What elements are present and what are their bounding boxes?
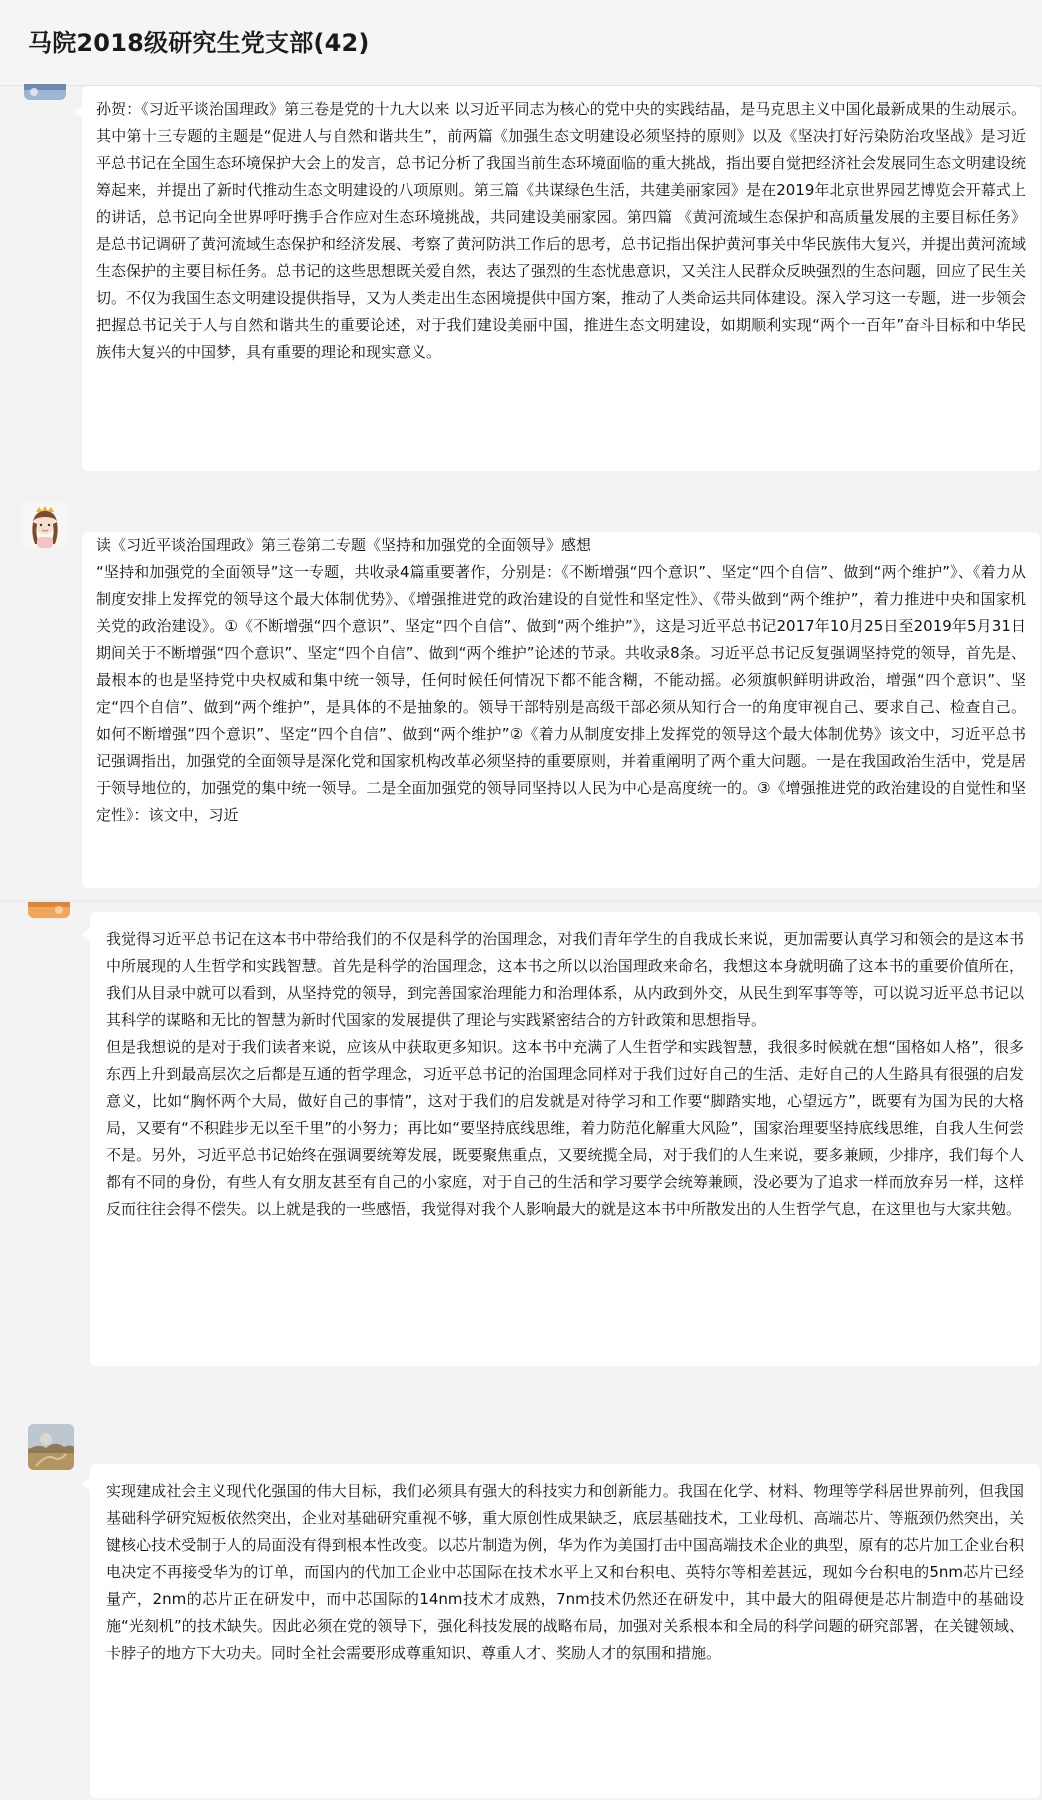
girl-avatar-icon[interactable] — [22, 502, 68, 548]
user-avatar-icon[interactable] — [24, 84, 66, 100]
message-text: 孙贺：《习近平谈治国理政》第三卷是党的十九大以来 以习近平同志为核心的党中央的实践结晶，是马克思主义中国化最新成果的生动展示。其中第十三专题的主题是“促进人与自然和谐共生”，前两篇《加强生态文明建设必须坚持的原则》以及《坚决打好污染防治攻坚战》是习近平总书记在全国生态环境保护大会上的发言，总书记分析了我国当前生态环境面临的重大挑战，指出要自觉把经济社会发展同生态文明建设统筹起来，并提出了新时代推动生态文明建设的八项原则。第三篇《共谋绿色生活，共建美丽家园》是在2019年北京世界园艺博览会开幕式上的讲话，总书记向全世界呼吁携手合作应对生态环境挑战，共同建设美丽家园。第四篇 《黄河流域生态保护和高质量发展的主要目标任务》是总书记调研了黄河流域生态保护和经济发展、考察了黄河防洪工作后的思考，总书记指出保护黄河事关中华民族伟大复兴，并提出黄河流域生态保护的主要目标任务。总书记的这些思想既关爱自然，表达了强烈的生态忧患意识，又关注人民群众反映强烈的生态问题，回应了民生关切。不仅为我国生态文明建设提供指导，又为人类走出生态困境提供中国方案，推动了人类命运共同体建设。深入学习这一专题，进一步领会把握总书记关于人与自然和谐共生的重要论述，对于我们建设美丽中国，推进生态文明建设，如期顺利实现“两个一百年”奋斗目标和中华民族伟大复兴的中国梦，具有重要的理论和现实意义。 — [96, 100, 1027, 361]
message-bubble[interactable] — [90, 912, 1040, 1366]
message-text: 我觉得习近平总书记在这本书中带给我们的不仅是科学的治国理念，对我们青年学生的自我成长来说，更加需要认真学习和领会的是这本书中所展现的人生哲学和实践智慧。首先是科学的治国理念，这本书之所以以治国理政来命名，我想这本身就明确了这本书的重要价值所在，我们从目录中就可以看到，从坚持党的领导，到完善国家治理能力和治理体系，从内政到外交，从民生到军事等等，可以说习近平总书记以其科学的谋略和无比的智慧为新时代国家的发展提供了理论与实践紧密结合的方针政策和思想指导。 但是我想说的是对于我们读者来说，应该从中获取更多知识。这本书中充满了人生哲学和实践智慧，我很多时候就在想“国格如人格”，很多东西上升到最高层次之后都是互通的哲学理念，习近平总书记的治国理念同样对于我们过好自己的生活、走好自己的人生路具有很强的启发意义，比如“胸怀两个大局，做好自己的事情”，这对于我们的启发就是对待学习和工作要“脚踏实地，心望远方”，既要有为国为民的大格局，又要有“不积跬步无以至千里”的小努力；再比如“要坚持底线思维，着力防范化解重大风险”，国家治理要坚持底线思维，自我人生何尝不是。另外，习近平总书记始终在强调要统筹发展，既要聚焦重点，又要统揽全局，对于我们的人生来说，要多兼顾，少排序，我们每个人都有不同的身份，有些人有女朋友甚至有自己的小家庭，对于自己的生活和学习要学会统筹兼顾，没必要为了追求一样而放弃另一样，这样反而往往会得不偿失。以上就是我的一些感悟，我觉得对我个人影响最大的就是这本书中所散发出的人生哲学气息，在这里也与大家共勉。 — [106, 930, 1024, 1218]
message-item — [0, 1424, 1042, 1790]
landscape-avatar-icon[interactable] — [28, 1424, 74, 1470]
chat-title: 马院2018级研究生党支部(42) — [28, 29, 370, 57]
message-item — [0, 86, 1042, 478]
orange-avatar-icon[interactable] — [28, 902, 70, 918]
message-text: 读《习近平谈治国理政》第三卷第二专题《坚持和加强党的全面领导》感想 “坚持和加强党的全面领导”这一专题，共收录4篇重要著作，分别是：《不断增强“四个意识”、坚定“四个自信”、做到“两个维护”》、《着力从制度安排上发挥党的领导这个最大体制优势》、《增强推进党的政治建设的自觉性和坚定性》、《带头做到“两个维护”，着力推进中央和国家机关党的政治建设》。①《不断增强“四个意识”、坚定“四个自信”、做到“两个维护”》，这是习近平总书记2017年10月25日至2019年5月31日期间关于不断增强“四个意识”、坚定“四个自信”、做到“两个维护”论述的节录。共收录8条。习近平总书记反复强调坚持党的领导，首先是、最根本的也是坚持党中央权威和集中统一领导，任何时候任何情况下都不能含糊，不能动摇。必须旗帜鲜明讲政治，增强“四个意识”、坚定“四个自信”、做到“两个维护”，是具体的不是抽象的。领导干部特别是高级干部必须从知行合一的角度审视自己、要求自己、检查自己。如何不断增强“四个意识”、坚定“四个自信”、做到“两个维护”②《着力从制度安排上发挥党的领导这个最大体制优势》该文中，习近平总书记强调指出，加强党的全面领导是深化党和国家机构改革必须坚持的重要原则，并着重阐明了两个重大问题。一是在我国政治生活中，党是居于领导地位的，加强党的集中统一领导。二是全面加强党的领导同坚持以人民为中心是高度统一的。③《增强推进党的政治建设的自觉性和坚定性》：该文中，习近 — [96, 536, 1027, 824]
message-bubble[interactable] — [90, 1464, 1040, 1798]
message-bubble[interactable] — [82, 86, 1040, 471]
chat-header — [0, 0, 1042, 86]
message-item — [0, 902, 1042, 1366]
message-item — [0, 490, 1042, 898]
message-text: 实现建成社会主义现代化强国的伟大目标，我们必须具有强大的科技实力和创新能力。我国在化学、材料、物理等学科居世界前列，但我国基础科学研究短板依然突出，企业对基础研究重视不够，重大原创性成果缺乏，底层基础技术，工业母机、高端芯片、等瓶颈仍然突出，关键核心技术受制于人的局面没有得到根本性改变。以芯片制造为例，华为作为美国打击中国高端技术企业的典型，原有的芯片加工企业台积电决定不再接受华为的订单，而国内的代加工企业中芯国际在技术水平上又和台积电、英特尔等相差甚远，现如今台积电的5nm芯片已经量产，2nm的芯片正在研发中，而中芯国际的14nm技术才成熟，7nm技术仍然还在研发中，其中最大的阻碍便是芯片制造中的基础设施“光刻机”的技术缺失。因此必须在党的领导下，强化科技发展的战略布局，加强对关系根本和全局的科学问题的研究部署，在关键领域、卡脖子的地方下大功夫。同时全社会需要形成尊重知识、尊重人才、奖励人才的氛围和措施。 — [106, 1482, 1024, 1662]
message-bubble[interactable] — [82, 532, 1040, 888]
